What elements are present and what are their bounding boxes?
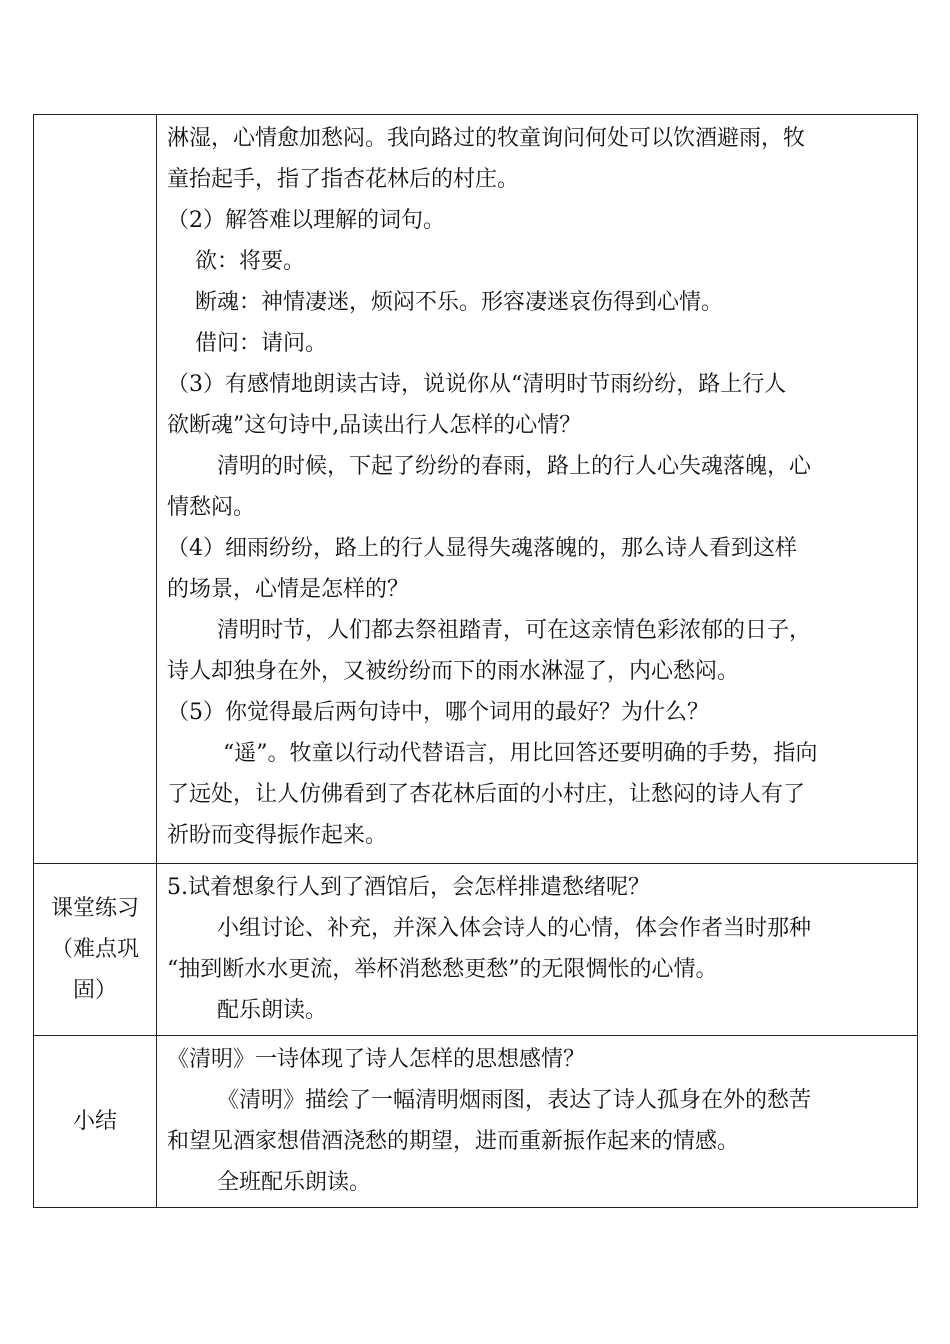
lesson-table xyxy=(33,114,918,1208)
text-line: （5）你觉得最后两句诗中，哪个词用的最好？为什么？ xyxy=(167,700,709,725)
text-line: 全班配乐朗读。 xyxy=(217,1170,372,1195)
text-line: （3）有感情地朗读古诗，说说你从“清明时节雨纷纷，路上行人 xyxy=(167,372,787,397)
row-label-line: 小结 xyxy=(72,1109,117,1134)
table-row xyxy=(34,115,918,864)
text-line: 配乐朗读。 xyxy=(217,998,328,1023)
text-line: 童抬起手，指了指杏花林后的村庄。 xyxy=(167,167,520,192)
text-line: 诗人却独身在外，又被纷纷而下的雨水淋湿了，内心愁闷。 xyxy=(167,659,740,684)
text-line: 的场景，心情是怎样的？ xyxy=(167,577,410,602)
text-line: 和望见酒家想借酒浇愁的期望，进而重新振作起来的情感。 xyxy=(167,1129,740,1154)
text-line: 了远处，让人仿佛看到了杏花林后面的小村庄，让愁闷的诗人有了 xyxy=(167,782,806,807)
text-line: 借问：请问。 xyxy=(195,331,328,356)
table-row xyxy=(34,1036,918,1208)
text-line: 5.试着想象行人到了酒馆后，会怎样排遣愁绪呢？ xyxy=(167,875,650,900)
row-content xyxy=(157,1036,918,1208)
text-line: 欲：将要。 xyxy=(195,249,306,274)
text-line: 清明的时候，下起了纷纷的春雨，路上的行人心失魂落魄，心 xyxy=(217,454,812,479)
table-row xyxy=(34,864,918,1036)
text-line: 淋湿，心情愈加愁闷。我向路过的牧童询问何处可以饮酒避雨，牧 xyxy=(167,126,806,151)
text-line: 小组讨论、补充，并深入体会诗人的心情，体会作者当时那种 xyxy=(217,916,812,941)
text-line: 清明时节，人们都去祭祖踏青，可在这亲情色彩浓郁的日子， xyxy=(217,618,812,643)
text-line: 《清明》描绘了一幅清明烟雨图，表达了诗人孤身在外的愁苦 xyxy=(217,1088,812,1113)
row-content xyxy=(157,864,918,1036)
row-label-line: 课堂练习 xyxy=(50,896,139,921)
row-label xyxy=(34,864,157,1036)
text-line: “抽到断水水更流，举杯消愁愁更愁”的无限惆怅的心情。 xyxy=(167,957,718,982)
row-label xyxy=(34,115,157,864)
text-line: 断魂：神情凄迷，烦闷不乐。形容凄迷哀伤得到心情。 xyxy=(195,290,724,315)
text-line: “遥”。牧童以行动代替语言，用比回答还要明确的手势，指向 xyxy=(223,741,818,766)
row-content xyxy=(157,115,918,864)
text-line: 祈盼而变得振作起来。 xyxy=(167,823,388,848)
row-label-line: 固） xyxy=(72,978,117,1003)
text-line: （2）解答难以理解的词句。 xyxy=(167,208,445,233)
row-label xyxy=(34,1036,157,1208)
text-line: （4）细雨纷纷，路上的行人显得失魂落魄的，那么诗人看到这样 xyxy=(167,536,797,561)
text-line: 情愁闷。 xyxy=(167,495,256,520)
text-line: 欲断魂”这句诗中,品读出行人怎样的心情？ xyxy=(167,413,582,438)
text-line: 《清明》一诗体现了诗人怎样的思想感情？ xyxy=(167,1047,586,1072)
row-label-line: （难点巩 xyxy=(50,937,139,962)
